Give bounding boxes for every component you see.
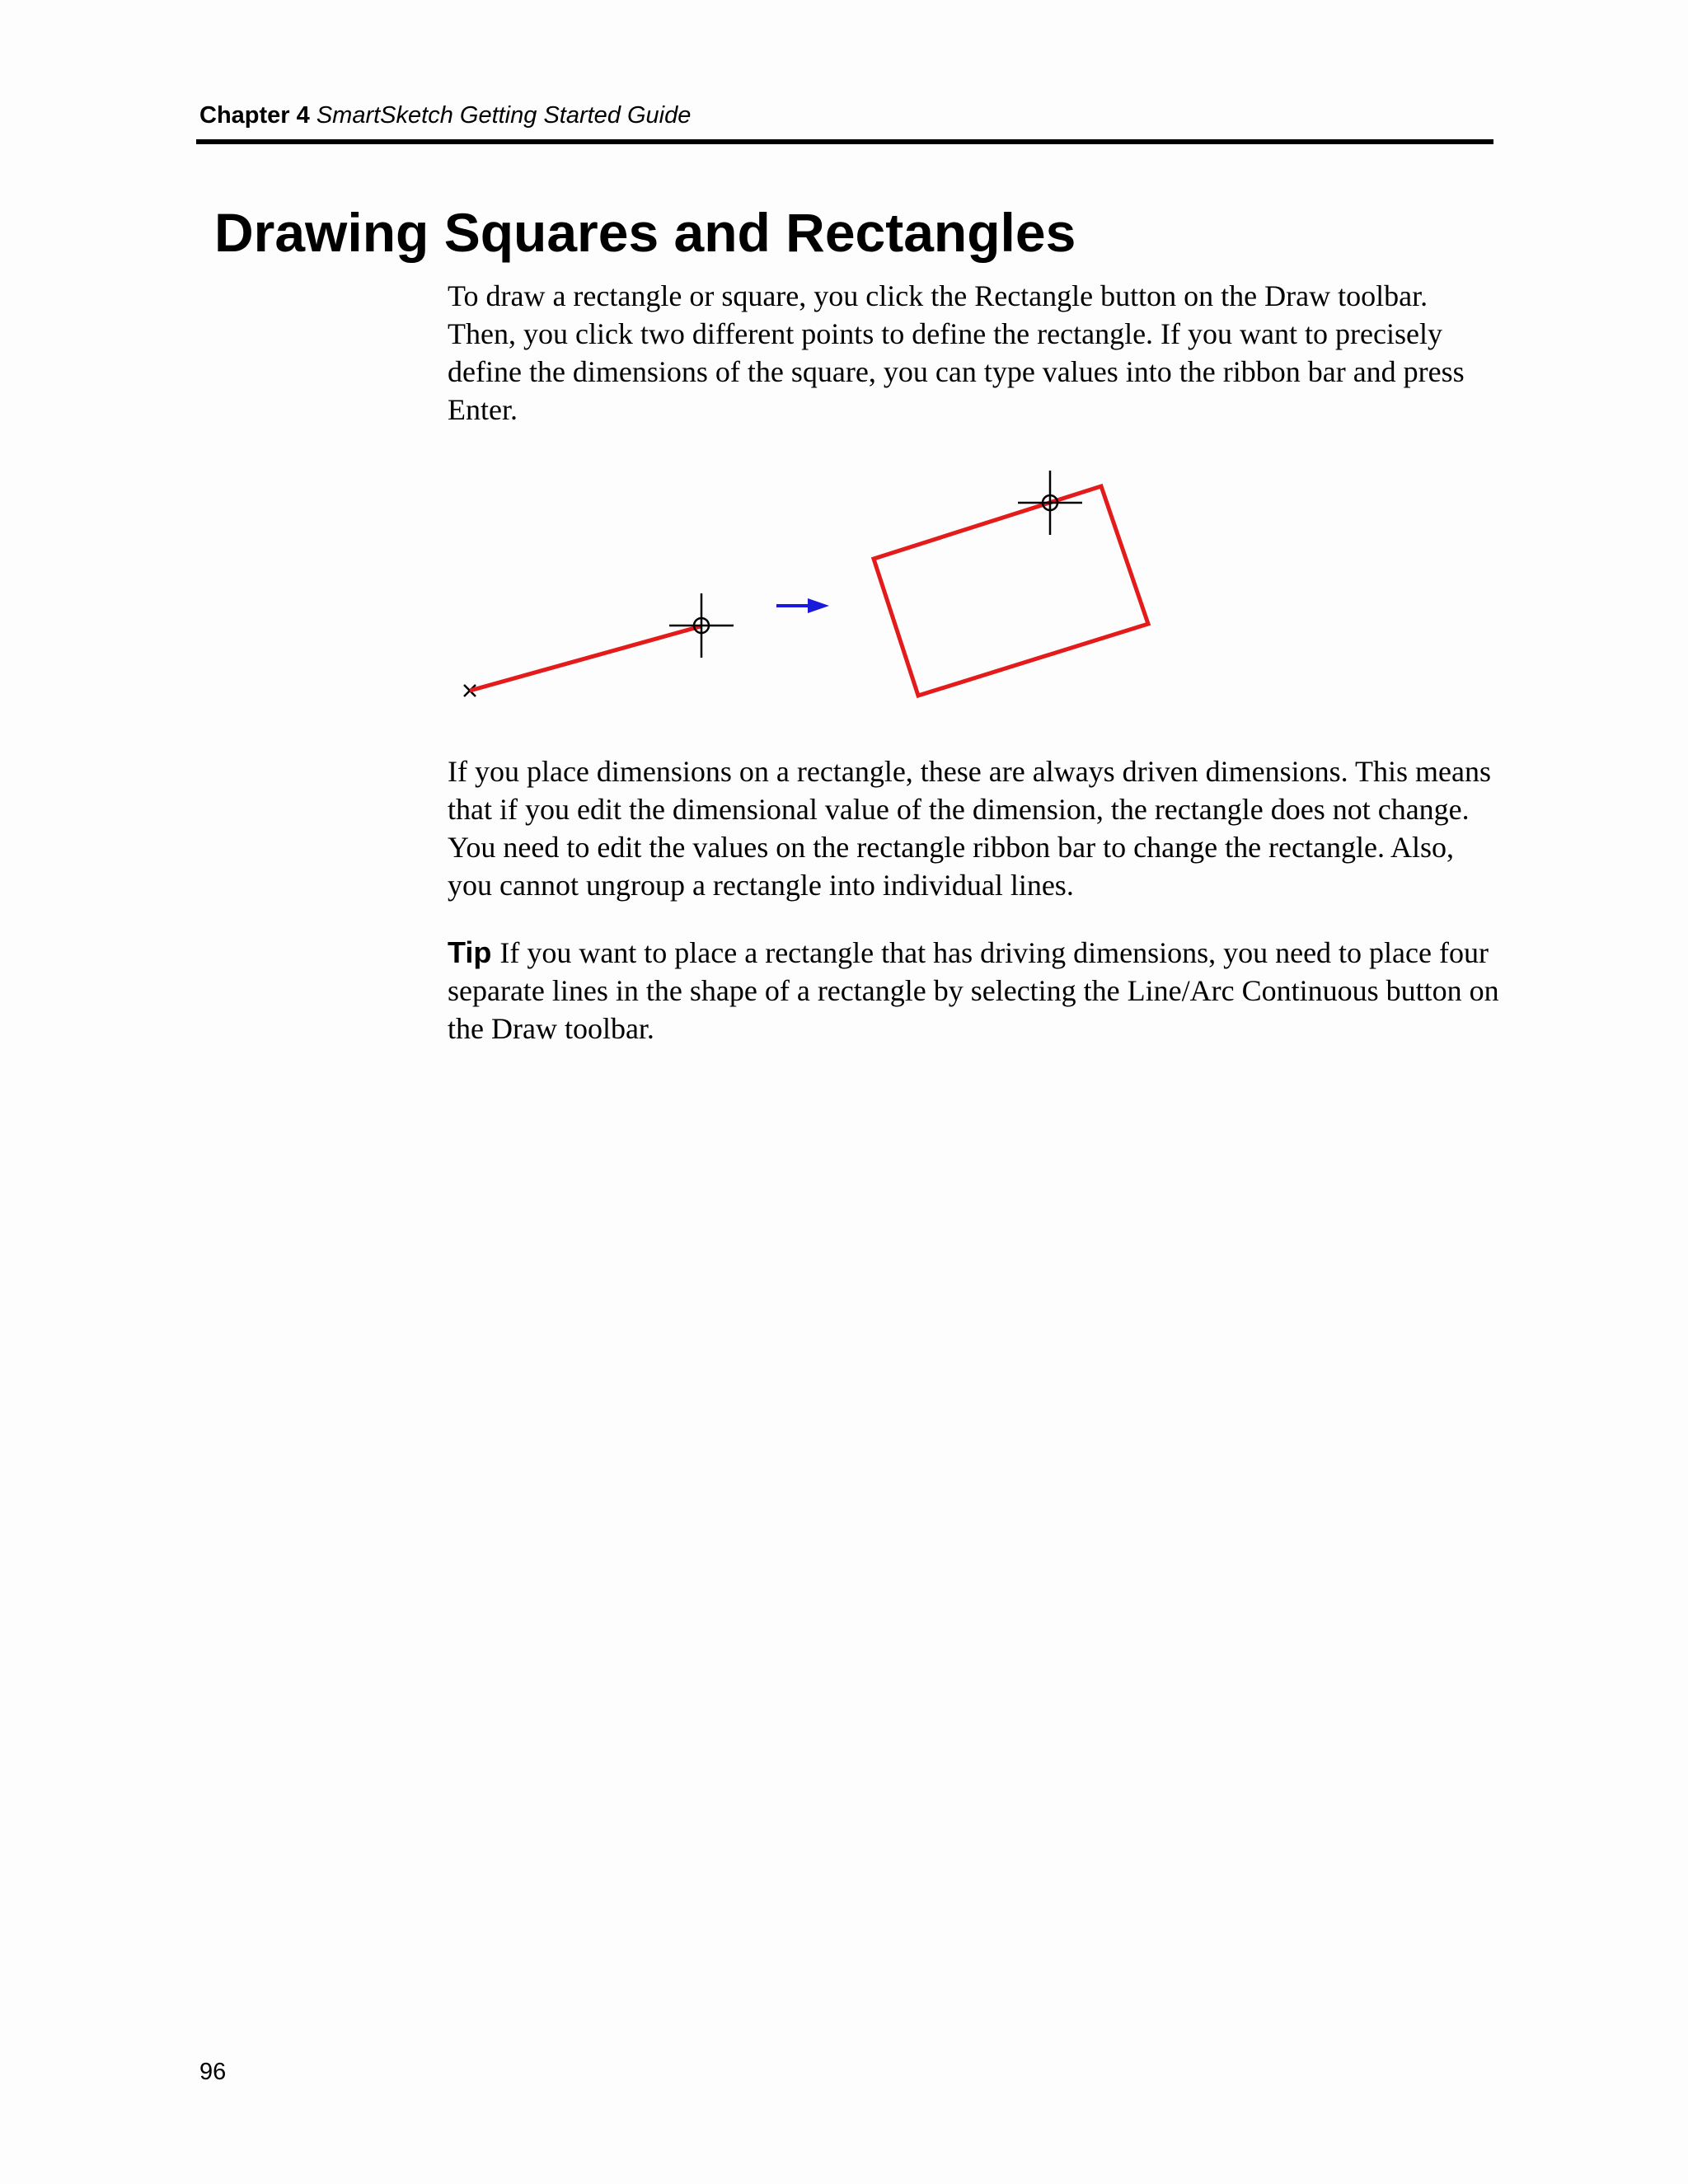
guide-title: SmartSketch Getting Started Guide <box>316 102 692 129</box>
section-title: Drawing Squares and Rectangles <box>214 202 1076 263</box>
running-header <box>199 99 691 132</box>
chapter-label: Chapter 4 <box>199 102 310 129</box>
page-number: 96 <box>199 2059 227 2085</box>
tip-label: Tip <box>448 935 492 969</box>
crosshair-cursor-icon <box>1018 471 1082 535</box>
tip-paragraph <box>448 934 1503 1047</box>
driven-dimensions-paragraph: If you place dimensions on a rectangle, these are always driven dimensions. This means that if you edit the dimensional value of the dimension, the rectangle does not change. You need to edit the values on the rectangle ribbon bar to change the rectangle. Also, you cannot ungroup a rectangle into individual lines. <box>448 755 1491 902</box>
rotated-rectangle <box>874 486 1148 696</box>
drag-line <box>470 626 701 691</box>
tip-text: If you want to place a rectangle that has driving dimensions, you need to place four separate lines in the shape of a rectangle by selecting the Line/Arc Continuous button on the Draw toolbar. <box>448 936 1499 1045</box>
rectangle-drawing-figure <box>445 462 1187 725</box>
intro-paragraph: To draw a rectangle or square, you click the Rectangle button on the Draw toolbar. Then, you click two different points to define the rectangle. If you want to precisely define the dimensions of the square, you can type values into the ribbon bar and press Enter. <box>448 279 1465 426</box>
crosshair-cursor-icon <box>669 593 734 658</box>
header-rule <box>196 139 1493 144</box>
right-arrow-icon <box>776 598 829 613</box>
